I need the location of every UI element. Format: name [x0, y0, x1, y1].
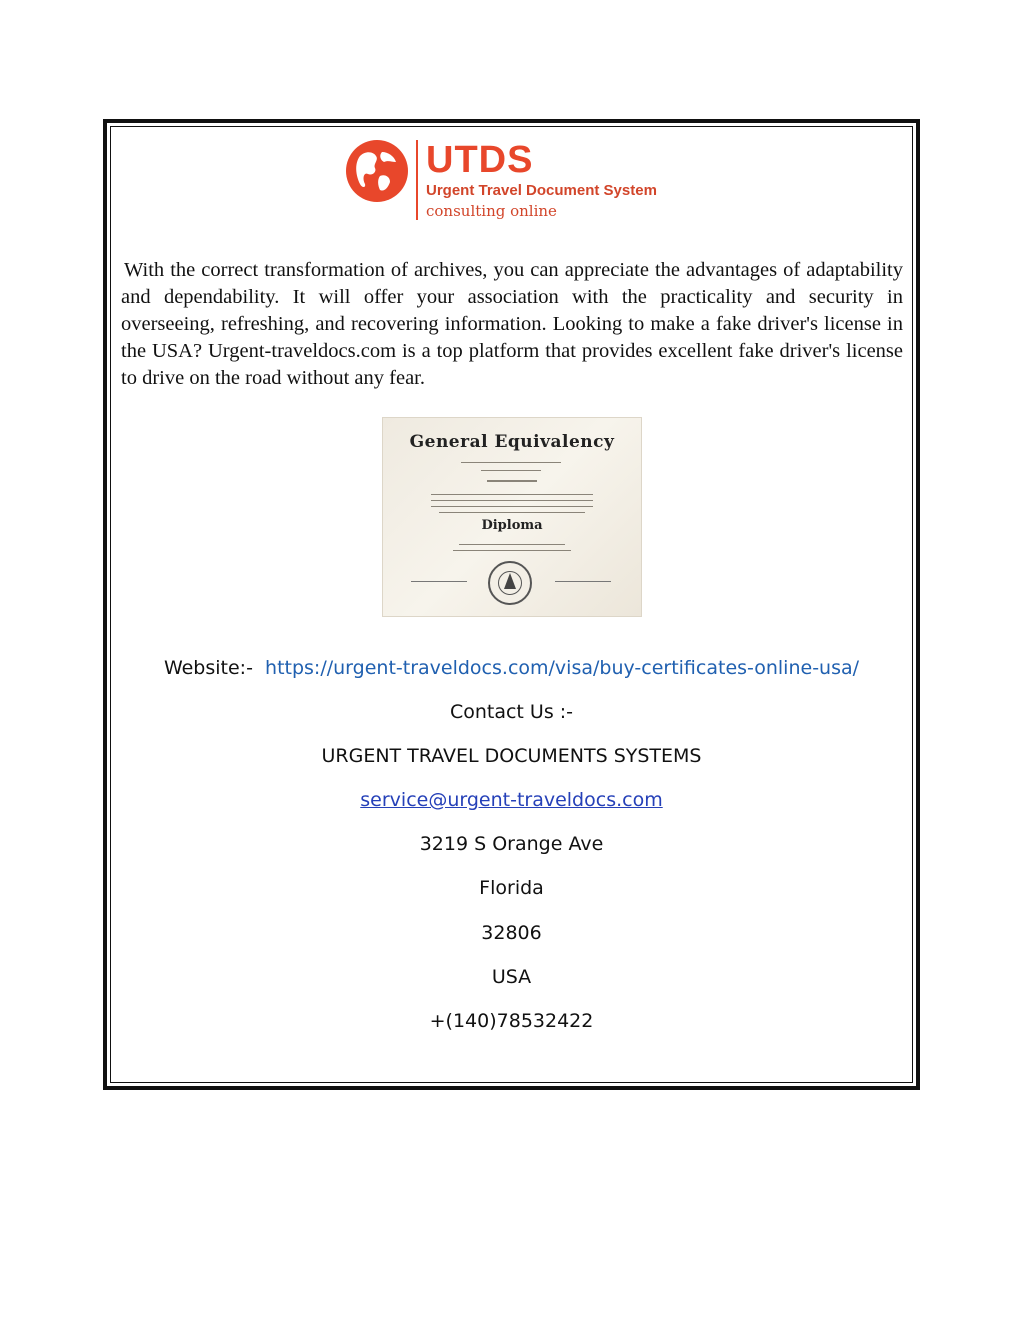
- diploma-image: [382, 417, 642, 617]
- diploma-signature-line: [555, 581, 611, 582]
- street-address: 3219 S Orange Ave: [419, 833, 604, 855]
- diploma-text-line: [461, 462, 561, 463]
- diploma-seal: [488, 561, 532, 605]
- phone-number: +(140)78532422: [429, 1010, 594, 1032]
- website-line: [103, 656, 920, 680]
- diploma-heading: Diploma: [481, 518, 543, 533]
- logo-subtitle: Urgent Travel Document System: [426, 182, 657, 199]
- website-link[interactable]: https://urgent-traveldocs.com/visa/buy-certificates-online-usa/: [265, 657, 860, 679]
- zip-code: 32806: [481, 922, 542, 944]
- website-label: Website:-: [163, 657, 253, 679]
- contact-label: Contact Us :-: [449, 701, 574, 723]
- diploma-name-line: [487, 480, 537, 482]
- utds-logo: [346, 138, 706, 228]
- diploma-signature-line: [411, 581, 467, 582]
- globe-icon: [346, 140, 408, 202]
- diploma-text-line: [431, 500, 593, 501]
- email-line: [103, 788, 920, 812]
- state: Florida: [479, 877, 544, 899]
- tree-icon: [504, 573, 516, 589]
- diploma-text-line: [481, 470, 541, 471]
- body-paragraph: With the correct transformation of archives, you can appreciate the advantages of adaptability and dependability. It will offer your association with the practicality and security in overseeing, refreshing, and recovering information. Looking to make a fake driver's license in the USA? Urgent-traveldocs.com is a top platform that provides excellent fake driver's license to drive on the road without any fear.: [121, 259, 903, 389]
- diploma-text-line: [431, 494, 593, 495]
- email-link[interactable]: service@urgent-traveldocs.com: [360, 789, 663, 811]
- diploma-title: General Equivalency: [409, 432, 615, 452]
- company-name: URGENT TRAVEL DOCUMENTS SYSTEMS: [321, 745, 702, 767]
- diploma-text-line: [453, 550, 571, 551]
- logo-tagline: consulting online: [426, 202, 557, 220]
- logo-divider: [416, 140, 418, 220]
- country: USA: [491, 966, 532, 988]
- diploma-text-line: [439, 512, 585, 513]
- diploma-text-line: [431, 506, 593, 507]
- logo-title: UTDS: [426, 139, 534, 181]
- diploma-text-line: [459, 544, 565, 545]
